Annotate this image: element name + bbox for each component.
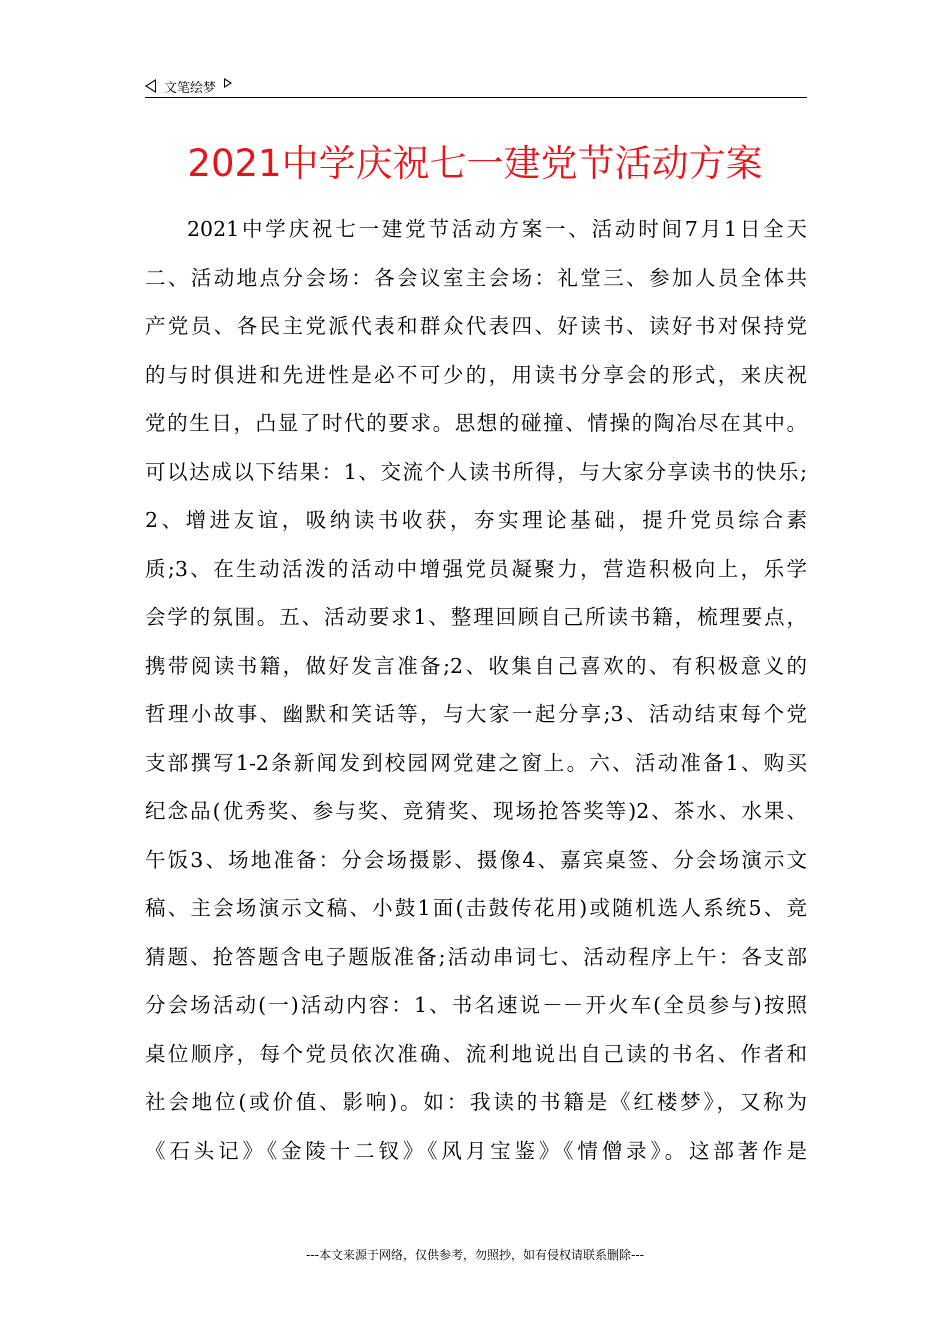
document-title: 2021中学庆祝七一建党节活动方案 — [187, 142, 763, 185]
body-line: 可以达成以下结果：1、交流个人读书所得，与大家分享读书的快乐; — [145, 459, 807, 484]
body-line: 桌位顺序，每个党员依次准确、流利地说出自己读的书名、作者和 — [145, 1041, 807, 1066]
body-line: 2021中学庆祝七一建党节活动方案一、活动时间7月1日全天 — [187, 217, 807, 241]
body-line: 2、增进友谊，吸纳读书收获，夯实理论基础，提升党员综合素 — [145, 508, 807, 532]
header-brand: 文笔绘梦 — [164, 80, 217, 96]
triangle-left-icon — [145, 79, 156, 93]
body-line: 支部撰写1-2条新闻发到校园网党建之窗上。六、活动准备1、购买 — [145, 750, 807, 775]
body-line: 产党员、各民主党派代表和群众代表四、好读书、读好书对保持党 — [145, 314, 807, 338]
body-line: 猜题、抢答题含电子题版准备;活动串词七、活动程序上午：各支部 — [145, 944, 807, 969]
body-line: 午饭3、场地准备：分会场摄影、摄像4、嘉宾桌签、分会场演示文 — [145, 847, 807, 872]
body-line: 稿、主会场演示文稿、小鼓1面(击鼓传花用)或随机选人系统5、竞 — [145, 896, 807, 920]
body-line: 纪念品(优秀奖、参与奖、竞猜奖、现场抢答奖等)2、茶水、水果、 — [145, 799, 807, 823]
body-line: 分会场活动(一)活动内容：1、书名速说－－开火车(全员参与)按照 — [145, 993, 807, 1017]
body-line: 的与时俱进和先进性是必不可少的，用读书分享会的形式，来庆祝 — [145, 362, 807, 387]
body-line: 党的生日，凸显了时代的要求。思想的碰撞、情操的陶冶尽在其中。 — [145, 411, 807, 435]
page-footer: ---本文来源于网络，仅供参考，勿照抄，如有侵权请联系删除--- — [306, 1248, 644, 1262]
body-line: 社会地位(或价值、影响)。如：我读的书籍是《红楼梦》，又称为 — [145, 1090, 807, 1114]
triangle-right-icon — [224, 78, 232, 88]
body-line: 会学的氛围。五、活动要求1、整理回顾自己所读书籍，梳理要点， — [145, 605, 807, 629]
body-line: 携带阅读书籍，做好发言准备;2、收集自己喜欢的、有积极意义的 — [145, 653, 807, 678]
body-line: 质;3、在生动活泼的活动中增强党员凝聚力，营造积极向上，乐学 — [145, 556, 807, 581]
body-line: 二、活动地点分会场：各会议室主会场：礼堂三、参加人员全体共 — [145, 265, 807, 290]
body-line: 《石头记》《金陵十二钗》《风月宝鉴》《情僧录》。这部著作是 — [145, 1138, 807, 1163]
header-divider — [145, 97, 807, 98]
body-line: 哲理小故事、幽默和笑话等，与大家一起分享;3、活动结束每个党 — [145, 702, 807, 726]
page-header — [145, 74, 807, 98]
document-body — [145, 205, 807, 1175]
